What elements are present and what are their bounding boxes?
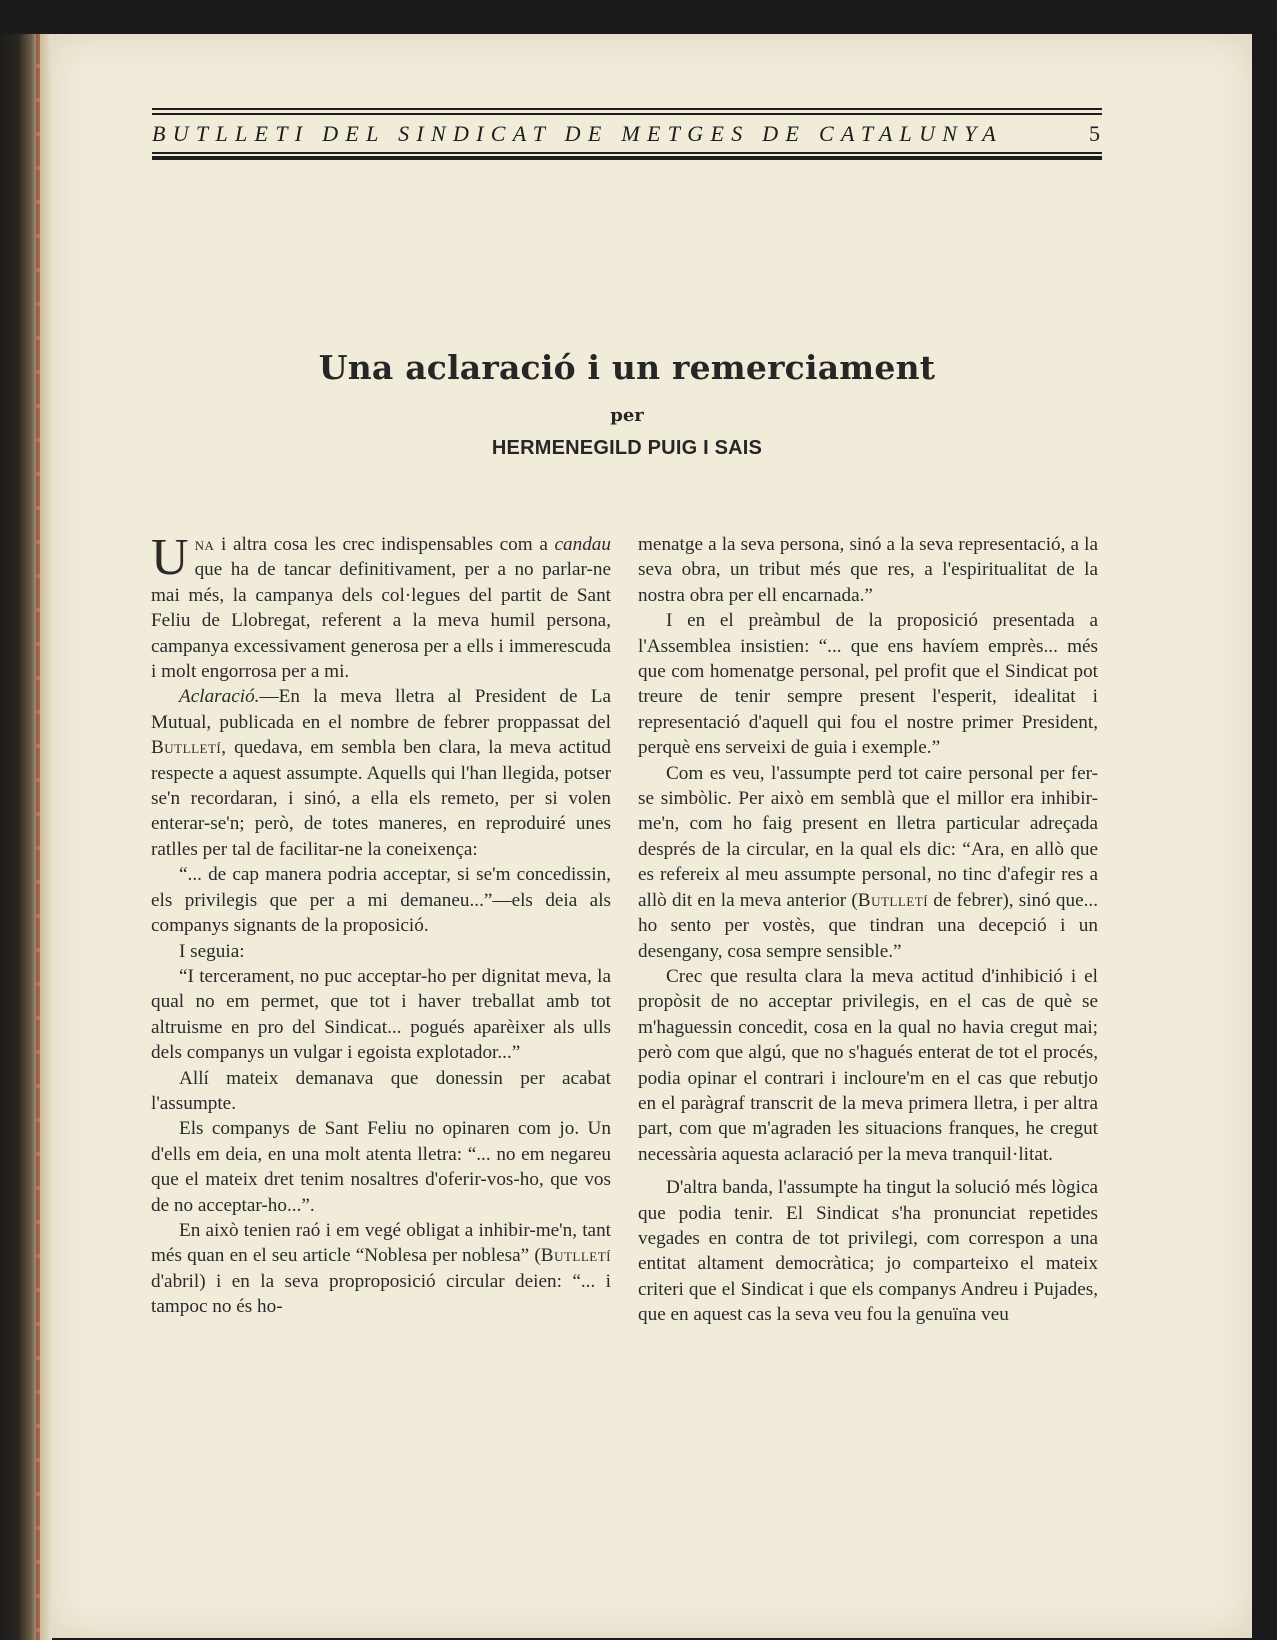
byline-per: per (610, 405, 644, 426)
page-number: 5 (1089, 121, 1100, 146)
paragraph: menatge a la seva persona, sinó a la seva representació, a la seva obra, un tribut més que res, a l'espiritualitat de la nostra obra per ell encarnada.” (638, 534, 1098, 606)
paragraph: D'altra banda, l'assumpte ha tingut la solució més lògica que podia tenir. El Sindicat s'ha pronunciat repetides vegades en contra de tot privilegi, com correspon a una entitat altament democràtica; jo comparteixo el mateix criteri que el Sindicat i que els companys Andreu i Pujades, que en aquest cas la seva veu fou la genuïna veu (638, 1177, 1098, 1326)
paragraph: “... de cap manera podria acceptar, si se'm concedissin, els privilegis que per a mi demaneu...”—els deia als companys signants de la proposició. (151, 864, 611, 937)
drop-cap: U (151, 529, 189, 586)
running-header (152, 108, 1102, 160)
paragraph: Una i altra cosa les crec indispensables com a candau que ha de tancar definitivament, per a no parlar-ne mai més, la campanya dels col·legues del partit de Sant Feliu de Llobregat, referent a la meva humil persona, campanya excessivament generosa per a ells i immerescuda i molt engorrosa per a mi. (151, 529, 611, 683)
header-row (152, 121, 1102, 147)
header-rule-bottom (152, 152, 1102, 154)
scan-background (0, 0, 1277, 36)
paragraph: Aclaració.—En la meva lletra al President de La Mutual, publicada en el nombre de febrer proppassat del Butlletí, quedava, em sembla ben clara, la meva actitud respecte a aquest assumpte. Aquells qui l'han llegida, potser se'n recordaran, i sinó, a ella els remeto, per si volen enterar-se'n; però, de totes maneres, en reproduiré unes ratlles per tal de facilitar-ne la coneixença: (151, 686, 611, 860)
header-rule-top (152, 108, 1102, 110)
text-column-right (638, 532, 1098, 1328)
paragraph: Crec que resulta clara la meva actitud d'inhibició i el propòsit de no acceptar privilegis, en el cas de què se m'haguessin concedit, cosa en la qual no havia cregut mai; però com que algú, que no s'hagués enterat de tot el procés, podia opinar el contrari i incloure'm en el cas que rebutjo en el paràgraf transcrit de la meva primera lletra, i per altra part, com que m'agraden les situacions franques, he cregut necessària aquesta aclaració per la meva tranquil·litat. (638, 965, 1098, 1165)
paragraph: Els companys de Sant Feliu no opinaren com jo. Un d'ells em deia, en una molt atenta lletra: “... no em negareu que el mateix dret tenim nosaltres d'oferir-vos-ho, que vos de no acceptar-ho...”. (151, 1118, 611, 1216)
paragraph: I seguia: (179, 940, 245, 962)
paragraph: “I tercerament, no puc acceptar-ho per dignitat meva, la qual no em permet, que tot i haver treballat amb tot altruisme en pro del Sindicat... pogués aparèixer als ulls dels companys un vulgar i egoista explotador...” (151, 965, 611, 1064)
book-spine-edge (0, 34, 52, 1640)
journal-title: BUTLLETI DEL SINDICAT DE METGES DE CATALUNYA (152, 121, 1003, 146)
article-title: Una aclaració i un remerciament (318, 348, 936, 387)
text-column-left (151, 529, 611, 1320)
paragraph: Com es veu, l'assumpte perd tot caire personal per fer-se simbòlic. Per això em semblà que el millor era inhibir-me'n, com ho faig present en lletra particular adreçada després de la circular, en la qual els dic: “Ara, en allò que es refereix al meu assumpte personal, no tinc d'afegir res a allò dit en la meva anterior (Butlletí de febrer), sinó que... ho sento per vostès, que tindran una decepció i un desengany, cosa sempre sensible.” (638, 762, 1099, 962)
paragraph: I en el preàmbul de la proposició presentada a l'Assemblea insistien: “... que ens havíem emprès... més que com homenatge personal, pel profit que el Sindicat pot treure de tenir sempre present l'esperit, idealitat i representació d'aquell qui fou el nostre primer President, perquè ens serveixi de guia i exemple.” (638, 610, 1098, 759)
header-rule-bottom-thick (152, 156, 1102, 160)
header-rule-top-2 (152, 113, 1102, 115)
article-author: HERMENEGILD PUIG I SAIS (491, 437, 763, 459)
paragraph: Allí mateix demanava que donessin per acabat l'assumpte. (151, 1067, 611, 1114)
scan-right-margin (1252, 34, 1277, 1640)
paragraph: En això tenien raó i em vegé obligat a inhibir-me'n, tant més quan en el seu article “Noblesa per noblesa” (Butlletí d'abril) i en la seva proproposició circular deien: “... i tampoc no és ho- (151, 1219, 611, 1318)
